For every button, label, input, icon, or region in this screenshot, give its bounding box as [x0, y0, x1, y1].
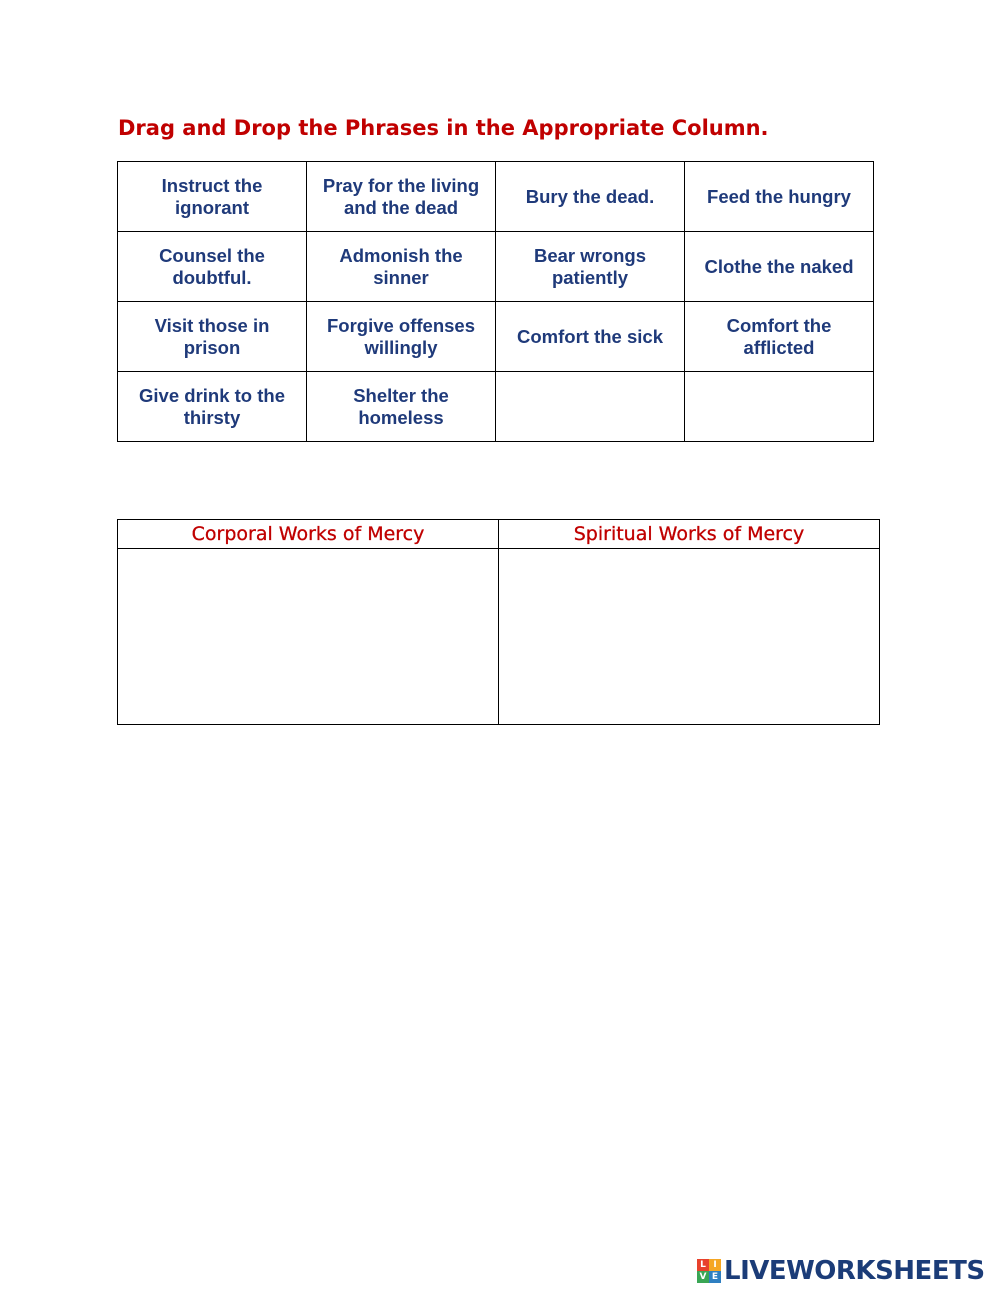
- empty-cell: [685, 372, 874, 442]
- logo-tile: I: [709, 1259, 721, 1271]
- phrase-card[interactable]: Clothe the naked: [685, 232, 874, 302]
- corporal-works-header: Corporal Works of Mercy: [118, 520, 499, 549]
- phrase-card[interactable]: Give drink to the thirsty: [118, 372, 307, 442]
- logo-mark-icon: [697, 1259, 721, 1283]
- phrase-row: [118, 302, 874, 372]
- phrase-card[interactable]: Visit those in prison: [118, 302, 307, 372]
- empty-cell: [496, 372, 685, 442]
- phrase-card[interactable]: Bear wrongs patiently: [496, 232, 685, 302]
- logo-text: LIVEWORKSHEETS: [724, 1256, 985, 1286]
- phrase-card[interactable]: Instruct the ignorant: [118, 162, 307, 232]
- phrase-row: [118, 372, 874, 442]
- phrase-card[interactable]: Pray for the living and the dead: [307, 162, 496, 232]
- drop-zone-row: [118, 549, 880, 725]
- logo-tile: V: [697, 1271, 709, 1283]
- spiritual-works-header: Spiritual Works of Mercy: [499, 520, 880, 549]
- phrase-row: [118, 162, 874, 232]
- logo-tile: L: [697, 1259, 709, 1271]
- phrase-card[interactable]: Bury the dead.: [496, 162, 685, 232]
- spiritual-works-drop-zone[interactable]: [499, 549, 880, 725]
- liveworksheets-logo: [697, 1256, 985, 1286]
- logo-tile: E: [709, 1271, 721, 1283]
- phrase-card[interactable]: Counsel the doubtful.: [118, 232, 307, 302]
- sorting-table: [117, 519, 880, 725]
- phrase-card[interactable]: Forgive offenses willingly: [307, 302, 496, 372]
- corporal-works-drop-zone[interactable]: [118, 549, 499, 725]
- phrase-bank-table: [117, 161, 874, 442]
- phrase-card[interactable]: Shelter the homeless: [307, 372, 496, 442]
- phrase-card[interactable]: Admonish the sinner: [307, 232, 496, 302]
- phrase-card[interactable]: Feed the hungry: [685, 162, 874, 232]
- phrase-row: [118, 232, 874, 302]
- phrase-card[interactable]: Comfort the sick: [496, 302, 685, 372]
- phrase-card[interactable]: Comfort the afflicted: [685, 302, 874, 372]
- sorting-header-row: [118, 520, 880, 549]
- instructions-title: Drag and Drop the Phrases in the Appropriate Column.: [118, 116, 769, 140]
